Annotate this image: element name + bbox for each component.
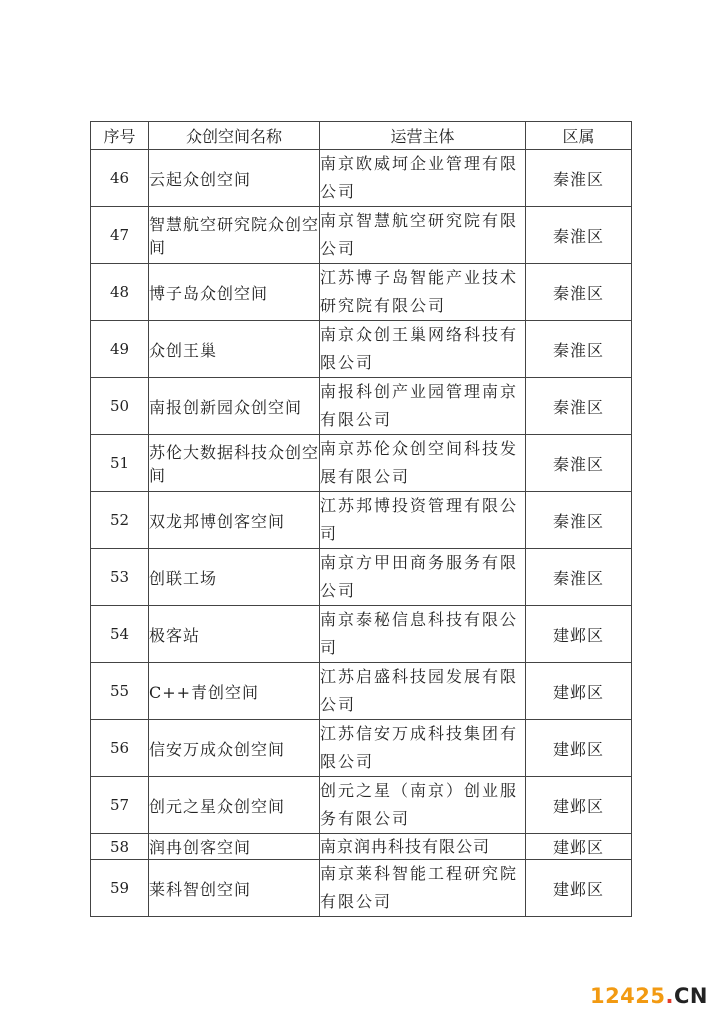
header-district: 区属	[526, 122, 632, 150]
row-index: 54	[91, 606, 149, 663]
row-operator: 江苏信安万成科技集团有限公司	[320, 720, 526, 777]
row-district: 建邺区	[526, 860, 632, 917]
row-index: 52	[91, 492, 149, 549]
table-row	[91, 777, 632, 834]
table-row	[91, 720, 632, 777]
header-index: 序号	[91, 122, 149, 150]
table-row	[91, 860, 632, 917]
table-row	[91, 435, 632, 492]
row-index: 58	[91, 834, 149, 860]
header-operator: 运营主体	[320, 122, 526, 150]
innovation-space-table	[90, 121, 632, 917]
table-row	[91, 264, 632, 321]
row-space-name: 苏伦大数据科技众创空间	[149, 435, 320, 492]
row-district: 秦淮区	[526, 321, 632, 378]
table-row	[91, 321, 632, 378]
row-space-name: 信安万成众创空间	[149, 720, 320, 777]
row-operator: 江苏启盛科技园发展有限公司	[320, 663, 526, 720]
table-header-row	[91, 122, 632, 150]
row-district: 秦淮区	[526, 492, 632, 549]
table-row	[91, 549, 632, 606]
header-space-name: 众创空间名称	[149, 122, 320, 150]
row-operator: 江苏博子岛智能产业技术研究院有限公司	[320, 264, 526, 321]
row-index: 51	[91, 435, 149, 492]
row-index: 46	[91, 150, 149, 207]
table-body	[91, 150, 632, 917]
row-space-name: 众创王巢	[149, 321, 320, 378]
table-row	[91, 378, 632, 435]
row-index: 47	[91, 207, 149, 264]
row-operator: 江苏邦博投资管理有限公司	[320, 492, 526, 549]
row-space-name: 云起众创空间	[149, 150, 320, 207]
watermark-suffix: CN	[674, 984, 708, 1008]
row-space-name: 莱科智创空间	[149, 860, 320, 917]
row-space-name: 极客站	[149, 606, 320, 663]
row-operator: 创元之星（南京）创业服务有限公司	[320, 777, 526, 834]
row-operator: 南京苏伦众创空间科技发展有限公司	[320, 435, 526, 492]
row-operator: 南报科创产业园管理南京有限公司	[320, 378, 526, 435]
row-index: 49	[91, 321, 149, 378]
row-space-name: C++青创空间	[149, 663, 320, 720]
row-index: 48	[91, 264, 149, 321]
row-index: 55	[91, 663, 149, 720]
row-space-name: 创元之星众创空间	[149, 777, 320, 834]
table-row	[91, 207, 632, 264]
row-district: 秦淮区	[526, 378, 632, 435]
row-space-name: 博子岛众创空间	[149, 264, 320, 321]
row-index: 53	[91, 549, 149, 606]
table-row	[91, 492, 632, 549]
row-district: 建邺区	[526, 834, 632, 860]
row-district: 秦淮区	[526, 150, 632, 207]
row-district: 秦淮区	[526, 264, 632, 321]
row-index: 50	[91, 378, 149, 435]
row-space-name: 南报创新园众创空间	[149, 378, 320, 435]
row-operator: 南京智慧航空研究院有限公司	[320, 207, 526, 264]
row-index: 59	[91, 860, 149, 917]
row-space-name: 双龙邦博创客空间	[149, 492, 320, 549]
row-district: 建邺区	[526, 777, 632, 834]
row-district: 建邺区	[526, 720, 632, 777]
table-row	[91, 834, 632, 860]
table-row	[91, 150, 632, 207]
table-row	[91, 663, 632, 720]
row-operator: 南京莱科智能工程研究院有限公司	[320, 860, 526, 917]
row-operator: 南京欧威坷企业管理有限公司	[320, 150, 526, 207]
watermark-dot: .	[665, 984, 674, 1008]
row-operator: 南京众创王巢网络科技有限公司	[320, 321, 526, 378]
row-space-name: 创联工场	[149, 549, 320, 606]
row-space-name: 智慧航空研究院众创空间	[149, 207, 320, 264]
row-index: 57	[91, 777, 149, 834]
row-operator: 南京泰秘信息科技有限公司	[320, 606, 526, 663]
row-district: 秦淮区	[526, 435, 632, 492]
row-operator: 南京方甲田商务服务有限公司	[320, 549, 526, 606]
row-district: 秦淮区	[526, 549, 632, 606]
row-space-name: 润冉创客空间	[149, 834, 320, 860]
table-row	[91, 606, 632, 663]
row-district: 建邺区	[526, 606, 632, 663]
row-index: 56	[91, 720, 149, 777]
site-watermark	[590, 984, 708, 1008]
row-district: 秦淮区	[526, 207, 632, 264]
row-operator: 南京润冉科技有限公司	[320, 834, 526, 860]
watermark-digits: 12425	[589, 984, 666, 1008]
row-district: 建邺区	[526, 663, 632, 720]
